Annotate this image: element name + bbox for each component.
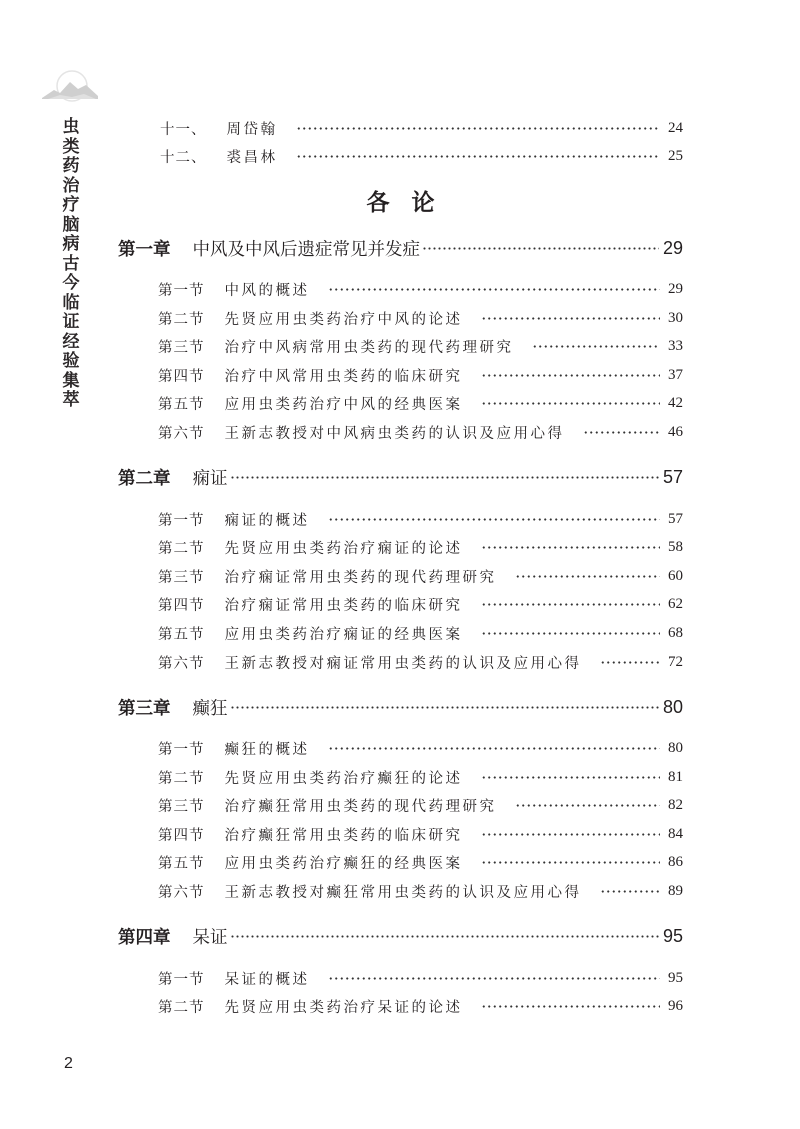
entry-page-number: 46: [668, 423, 683, 440]
entry-page-number: 81: [668, 768, 683, 785]
dot-leader: [515, 575, 661, 578]
entry-title: 治疗痫证常用虫类药的临床研究: [224, 598, 463, 615]
entry-page-number: 30: [668, 309, 683, 326]
section-entry[interactable]: [118, 275, 683, 304]
section-entry[interactable]: [118, 114, 683, 143]
dot-leader: [481, 861, 661, 864]
entry-page-number: 33: [668, 338, 683, 355]
entry-page-number: 84: [668, 825, 683, 842]
chapter-entry[interactable]: [118, 463, 683, 493]
entry-page-number: 24: [668, 119, 683, 136]
chapter-block: [118, 922, 683, 1021]
section-entry[interactable]: [118, 332, 683, 361]
section-entry[interactable]: [118, 734, 683, 763]
entry-title: 中风及中风后遗症常见并发症: [192, 239, 420, 260]
dot-leader: [481, 776, 661, 779]
entry-number: 第六节: [158, 655, 205, 672]
entry-number: 第二节: [158, 311, 205, 328]
section-entry[interactable]: [118, 849, 683, 878]
entry-page-number: 68: [668, 624, 683, 641]
entry-number: 第二节: [158, 1000, 205, 1017]
table-of-contents: [118, 114, 683, 1021]
entry-page-number: 57: [662, 467, 683, 488]
dot-leader: [481, 632, 661, 635]
section-entry[interactable]: [118, 505, 683, 534]
dot-leader: [515, 804, 661, 807]
dot-leader: [296, 155, 661, 158]
section-entry[interactable]: [118, 820, 683, 849]
entry-number: 第一节: [158, 742, 205, 759]
entry-number: 第一节: [158, 971, 205, 988]
section-entry[interactable]: [118, 992, 683, 1021]
entry-number: 第六节: [158, 885, 205, 902]
dot-leader: [481, 833, 661, 836]
entry-number: 第二节: [158, 770, 205, 787]
entry-page-number: 57: [668, 510, 683, 527]
entry-number: 第四节: [158, 827, 205, 844]
entry-number: 十一、: [160, 121, 207, 138]
entry-page-number: 60: [668, 567, 683, 584]
chapter-block: [118, 692, 683, 906]
dot-leader: [481, 603, 661, 606]
entry-title: 呆证的概述: [224, 971, 310, 988]
entry-number: 第三节: [158, 569, 205, 586]
entry-number: 第一章: [118, 239, 171, 260]
entry-title: 中风的概述: [224, 282, 310, 299]
entry-page-number: 82: [668, 797, 683, 814]
entry-page-number: 58: [668, 539, 683, 556]
entry-title: 先贤应用虫类药治疗中风的论述: [224, 311, 463, 328]
entry-page-number: 89: [668, 883, 683, 900]
page-number: 2: [64, 1055, 73, 1072]
dot-leader: [481, 546, 661, 549]
entry-page-number: 29: [662, 237, 683, 258]
dot-leader: [328, 747, 661, 750]
entry-title: 王新志教授对中风病虫类药的认识及应用心得: [224, 425, 565, 442]
section-entry[interactable]: [118, 418, 683, 447]
entry-title: 痫证的概述: [224, 512, 310, 529]
dot-leader: [532, 345, 661, 348]
section-entry[interactable]: [118, 143, 683, 172]
entry-number: 第四章: [118, 928, 171, 949]
entry-title: 应用虫类药治疗痫证的经典医案: [224, 626, 463, 643]
entry-number: 第四节: [158, 598, 205, 615]
dot-leader: [583, 431, 661, 434]
dot-leader: [296, 127, 661, 130]
dot-leader: [481, 374, 661, 377]
entry-number: 十二、: [160, 150, 207, 167]
chapter-entry[interactable]: [118, 922, 683, 952]
entry-number: 第五节: [158, 856, 205, 873]
entry-title: 应用虫类药治疗癫狂的经典医案: [224, 856, 463, 873]
dot-leader: [481, 1005, 661, 1008]
section-entry[interactable]: [118, 619, 683, 648]
section-entry[interactable]: [118, 562, 683, 591]
dot-leader: [600, 890, 661, 893]
entry-title: 先贤应用虫类药治疗痫证的论述: [224, 541, 463, 558]
chapter-block: [118, 233, 683, 447]
entry-title: 治疗中风常用虫类药的临床研究: [224, 368, 463, 385]
dot-leader: [230, 476, 659, 479]
entry-title: 治疗癫狂常用虫类药的临床研究: [224, 827, 463, 844]
entry-page-number: 80: [662, 696, 683, 717]
entry-title: 治疗中风病常用虫类药的现代药理研究: [224, 340, 514, 357]
entry-title: 先贤应用虫类药治疗癫狂的论述: [224, 770, 463, 787]
dot-leader: [600, 661, 661, 664]
section-entry[interactable]: [118, 792, 683, 821]
entry-number: 第一节: [158, 282, 205, 299]
entry-page-number: 25: [668, 148, 683, 165]
section-entry[interactable]: [118, 591, 683, 620]
entry-page-number: 29: [668, 280, 683, 297]
entry-page-number: 96: [668, 998, 683, 1015]
dot-leader: [230, 935, 659, 938]
entry-title: 呆证: [192, 928, 228, 949]
section-entry[interactable]: [118, 304, 683, 333]
entry-title: 王新志教授对癫狂常用虫类药的认识及应用心得: [224, 885, 582, 902]
entry-page-number: 72: [668, 653, 683, 670]
entry-title: 癫狂的概述: [224, 742, 310, 759]
section-entry[interactable]: [118, 763, 683, 792]
entry-number: 第六节: [158, 425, 205, 442]
dot-leader: [481, 317, 661, 320]
entry-number: 第二节: [158, 541, 205, 558]
section-entry[interactable]: [118, 964, 683, 993]
entry-number: 第三节: [158, 799, 205, 816]
entry-title: 癫狂: [192, 698, 228, 719]
section-entry[interactable]: [118, 361, 683, 390]
entry-title: 周岱翰: [226, 121, 278, 138]
toc-preceding-entries: [118, 114, 683, 171]
entry-page-number: 95: [662, 926, 683, 947]
book-title-spine: 虫类药治疗脑病古今临证经验集萃: [62, 117, 80, 410]
entry-number: 第五节: [158, 397, 205, 414]
dot-leader: [328, 977, 661, 980]
section-entry[interactable]: [118, 533, 683, 562]
entry-number: 第五节: [158, 626, 205, 643]
mountain-logo-icon: [40, 68, 100, 108]
toc-chapters: [118, 233, 683, 1021]
entry-page-number: 95: [668, 969, 683, 986]
chapter-block: [118, 463, 683, 677]
entry-title: 先贤应用虫类药治疗呆证的论述: [224, 1000, 463, 1017]
section-entry[interactable]: [118, 877, 683, 906]
dot-leader: [328, 288, 661, 291]
entry-page-number: 42: [668, 395, 683, 412]
entry-page-number: 86: [668, 854, 683, 871]
entry-title: 治疗痫证常用虫类药的现代药理研究: [224, 569, 497, 586]
entry-number: 第三章: [118, 698, 171, 719]
entry-title: 王新志教授对痫证常用虫类药的认识及应用心得: [224, 655, 582, 672]
dot-leader: [328, 518, 661, 521]
entry-title: 裘昌林: [226, 150, 278, 167]
dot-leader: [481, 402, 661, 405]
chapter-entry[interactable]: [118, 692, 683, 722]
entry-number: 第四节: [158, 368, 205, 385]
entry-title: 痫证: [192, 469, 228, 490]
section-entry[interactable]: [118, 648, 683, 677]
entry-page-number: 37: [668, 366, 683, 383]
entry-title: 应用虫类药治疗中风的经典医案: [224, 397, 463, 414]
chapter-entry[interactable]: [118, 233, 683, 263]
entry-title: 治疗癫狂常用虫类药的现代药理研究: [224, 799, 497, 816]
entry-page-number: 80: [668, 740, 683, 757]
entry-number: 第二章: [118, 469, 171, 490]
entry-page-number: 62: [668, 596, 683, 613]
dot-leader: [422, 247, 659, 250]
entry-number: 第三节: [158, 340, 205, 357]
section-entry[interactable]: [118, 390, 683, 419]
entry-number: 第一节: [158, 512, 205, 529]
section-heading: 各论: [366, 189, 457, 217]
dot-leader: [230, 706, 659, 709]
